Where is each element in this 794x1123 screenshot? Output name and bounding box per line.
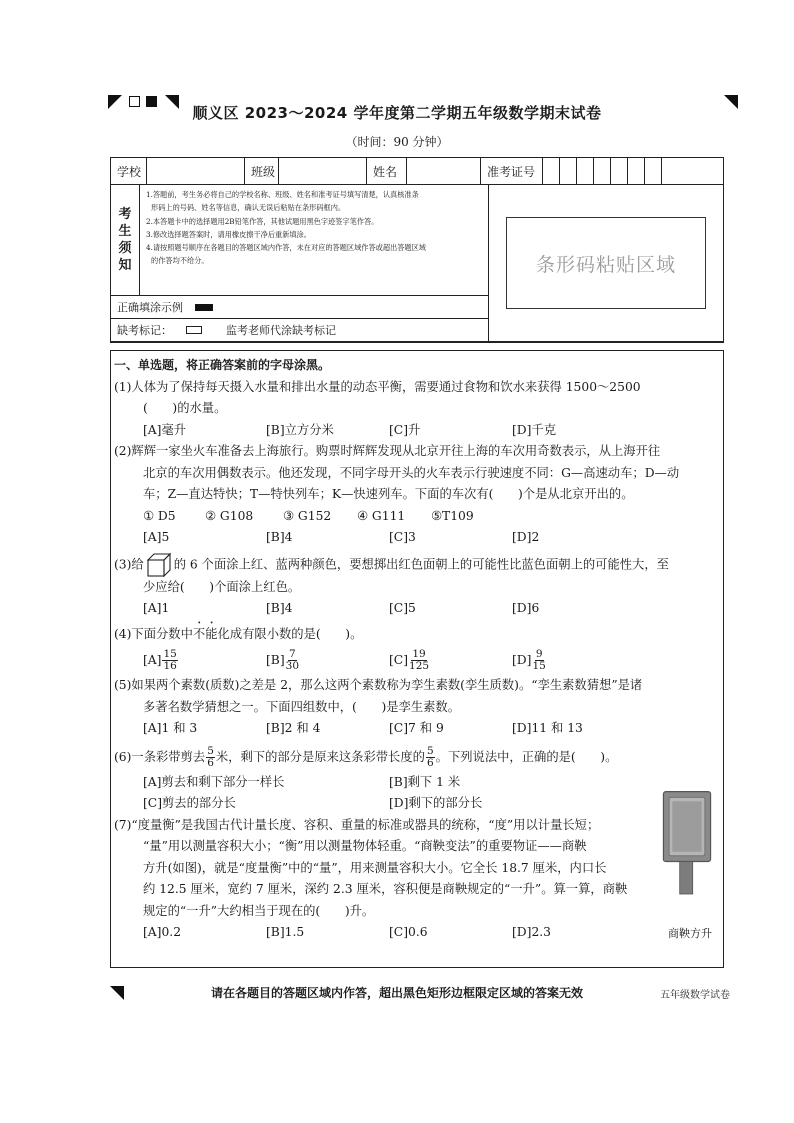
option-d[interactable]: [D]2 (512, 530, 540, 544)
option-c[interactable]: [C] $\frac{19}{125}$ (389, 647, 430, 672)
exam-number-cell[interactable] (628, 158, 645, 184)
image-caption: 商鞅方升 (668, 927, 712, 940)
option-d[interactable]: [D]11 和 13 (512, 721, 583, 735)
option-c[interactable]: [C]0.6 (389, 925, 428, 939)
option-a[interactable]: [A]剪去和剩下部分一样长 (143, 774, 285, 789)
absent-checkbox[interactable] (186, 326, 202, 334)
cube-icon (146, 553, 172, 577)
absent-row (111, 319, 488, 341)
exam-number-cell[interactable] (594, 158, 611, 184)
question-4: (4)下面分数中不能化成有限小数的是( )。 [A] $\frac{15}{16}$ [B] $\frac{7}{30}$ [C] $\frac{19}{125}$ [D] $\frac{9}{15}$ (114, 620, 722, 676)
exam-number-cell[interactable] (662, 158, 679, 184)
train-item: ④ G111 (357, 508, 406, 523)
fill-example-row (111, 296, 488, 319)
notice-block (111, 185, 489, 341)
shang-yang-measure-image (656, 790, 718, 920)
filled-bubble-icon (195, 304, 213, 311)
footer-page-label: 五年级数学试卷 (660, 990, 730, 1001)
question-5: (5)如果两个素数(质数)之差是 2，那么这两个素数称为孪生素数(孪生质数)。“孪生素数猜想”是诸 多著名数学猜想之一。下面四组数中，( )是孪生素数。 [A]1 和 3 [B]2 和 4 [C]7 和 9 [D]11 和 13 (114, 675, 722, 740)
question-area (114, 355, 722, 944)
options (114, 922, 644, 944)
notice-line: 4.请按照题号顺序在各题目的答题区域内作答，未在对应的答题区域作答或超出答题区域 (146, 243, 426, 253)
student-info-table (110, 157, 724, 343)
option-b[interactable]: [B]1.5 (266, 925, 305, 939)
fill-example-label: 正确填涂示例 (117, 301, 183, 314)
option-c[interactable]: [C]3 (389, 530, 416, 544)
exam-duration: （时间：90 分钟） (345, 135, 449, 149)
page-title: 顺义区 2023～2024 学年度第二学期五年级数学期末试卷 (192, 104, 602, 122)
student-info-row (111, 158, 723, 185)
notice-line: 2.本答题卡中的选择题用2B铅笔作答，其他试题用黑色字迹签字笔作答。 (146, 216, 379, 226)
barcode-box[interactable]: 条形码粘贴区域 (506, 217, 706, 309)
option-d[interactable]: [D]6 (512, 601, 540, 615)
option-a[interactable]: [A]1 和 3 (143, 721, 198, 735)
option-a[interactable]: [A]1 (143, 601, 170, 615)
options (114, 793, 722, 815)
option-a[interactable]: [A]5 (143, 530, 170, 544)
option-a[interactable]: [A] $\frac{15}{16}$ (143, 647, 177, 672)
notice-title: 考 生 须 知 (111, 185, 140, 295)
options (114, 645, 722, 675)
class-field[interactable] (279, 158, 367, 184)
option-d[interactable]: [D]2.3 (512, 925, 552, 939)
question-7: (7)“度量衡”是我国古代计量长度、容积、重量的标准或器具的统称，“度”用以计量长短； “量”用以测量容积大小；“衡”用以测量物体轻重。“商鞅变法”的重要物证——商鞅 方升(如图)，就是“度量衡”中的“量”，用来测量容积大小。它全长 18.7 厘米，内口长 约 12.5 厘米，宽约 7 厘米，深约 2.3 厘米，容积便是商鞅规定的“一升”。算一算，商鞅 规定的“一升”大约相当于现在的( )升。 [A]0.2 [B]1.5 [C]0.6 [D]2.3 (114, 815, 722, 944)
option-b[interactable]: [B]2 和 4 (266, 721, 321, 735)
option-b[interactable]: [B]4 (266, 530, 293, 544)
train-item: ② G108 (205, 508, 254, 523)
options (114, 598, 722, 620)
option-a[interactable]: [A]0.2 (143, 925, 182, 939)
options (114, 772, 722, 794)
footer-notice: 请在各题目的答题区域内作答，超出黑色矩形边框限定区域的答案无效 (210, 986, 583, 1000)
exam-number-cell[interactable] (577, 158, 594, 184)
train-item: ③ G152 (283, 508, 332, 523)
candidate-notice (111, 185, 488, 296)
notice-line: 的作答均不给分。 (151, 256, 209, 266)
exam-number-cell[interactable] (645, 158, 662, 184)
notice-items (140, 185, 488, 295)
option-b[interactable]: [B] $\frac{7}{30}$ (266, 647, 300, 672)
absent-label: 缺考标记： (117, 324, 172, 337)
exam-number-cell[interactable] (560, 158, 577, 184)
option-c[interactable]: [C]5 (389, 601, 416, 615)
train-item: ① D5 (143, 508, 176, 523)
option-d[interactable]: [D]剩下的部分长 (389, 796, 483, 810)
notice-and-barcode (111, 185, 723, 342)
train-item: ⑤T109 (431, 508, 474, 523)
question-6: (6)一条彩带剪去 $\frac{5}{6}$ 米，剩下的部分是原来这条彩带长度的 $\frac{5}{6}$ 。下列说法中，正确的是( )。 [A]剪去和剩下部分一样长 [B]剩下 1 米 [C]剪去的部分长 [D]剩下的部分长 (114, 744, 722, 815)
question-2: (2)辉辉一家坐火车准备去上海旅行。购票时辉辉发现从北京开往上海的车次用奇数表示，从上海开往 北京的车次用偶数表示。他还发现，不同字母开头的火车表示行驶速度不同：G—高速动车；D—动 车；Z—直达特快；T—特快列车；K—快速列车。下面的车次有( )个是从北京开出的。 ① D5 ② G108 ③ G152 ④ G111 ⑤T109 [A]5 [B]4 [C]3 [D]2 (114, 441, 722, 549)
name-field[interactable] (407, 158, 481, 184)
question-1: (1)人体为了保持每天摄入水量和排出水量的动态平衡，需要通过食物和饮水来获得 1500～2500 ( )的水量。 [A]毫升 [B]立方分米 [C]升 [D]千克 (114, 377, 722, 442)
option-b[interactable]: [B]立方分米 (266, 422, 334, 437)
section-title: 一、单选题，将正确答案前的字母涂黑。 (114, 358, 331, 372)
train-list (114, 506, 722, 528)
option-c[interactable]: [C]升 (389, 422, 421, 437)
exam-number-cell[interactable] (543, 158, 560, 184)
school-label: 学校 (111, 158, 147, 184)
notice-line: 1.答题前，考生务必将自己的学校名称、班级、姓名和准考证号填写清楚，认真核准条 (146, 190, 419, 199)
class-label: 班级 (245, 158, 279, 184)
option-a[interactable]: [A]毫升 (143, 422, 187, 437)
option-c[interactable]: [C]7 和 9 (389, 721, 444, 735)
notice-line: 3.修改选择题答案时，请用橡皮擦干净后重新填涂。 (146, 229, 311, 239)
question-3: (3)给 的 6 个面涂上红、蓝两种颜色，要想掷出红色面朝上的可能性比蓝色面朝上的可能性大，至 少应给( )个面涂上红色。 [A]1 [B]4 [C]5 [D]6 (114, 553, 722, 620)
exam-number-cell[interactable] (611, 158, 628, 184)
option-b[interactable]: [B]剩下 1 米 (389, 774, 461, 789)
options (114, 718, 722, 740)
option-d[interactable]: [D] $\frac{9}{15}$ (512, 647, 546, 672)
options (114, 420, 722, 442)
option-b[interactable]: [B]4 (266, 601, 293, 615)
notice-line: 形码上的号码、姓名等信息，确认无误后粘贴在条形码框内。 (151, 203, 346, 213)
emphasis-text: 不能 (192, 626, 218, 641)
fraction: $\frac{5}{6}$ (207, 745, 214, 769)
option-c[interactable]: [C]剪去的部分长 (143, 796, 236, 810)
fraction: $\frac{5}{6}$ (426, 745, 434, 769)
name-label: 姓名 (367, 158, 407, 184)
options (114, 527, 722, 549)
option-d[interactable]: [D]千克 (512, 422, 557, 437)
school-field[interactable] (147, 158, 245, 184)
barcode-area (489, 185, 723, 341)
absent-note: 监考老师代涂缺考标记 (226, 324, 336, 337)
exam-number-label: 准考证号 (481, 158, 543, 184)
